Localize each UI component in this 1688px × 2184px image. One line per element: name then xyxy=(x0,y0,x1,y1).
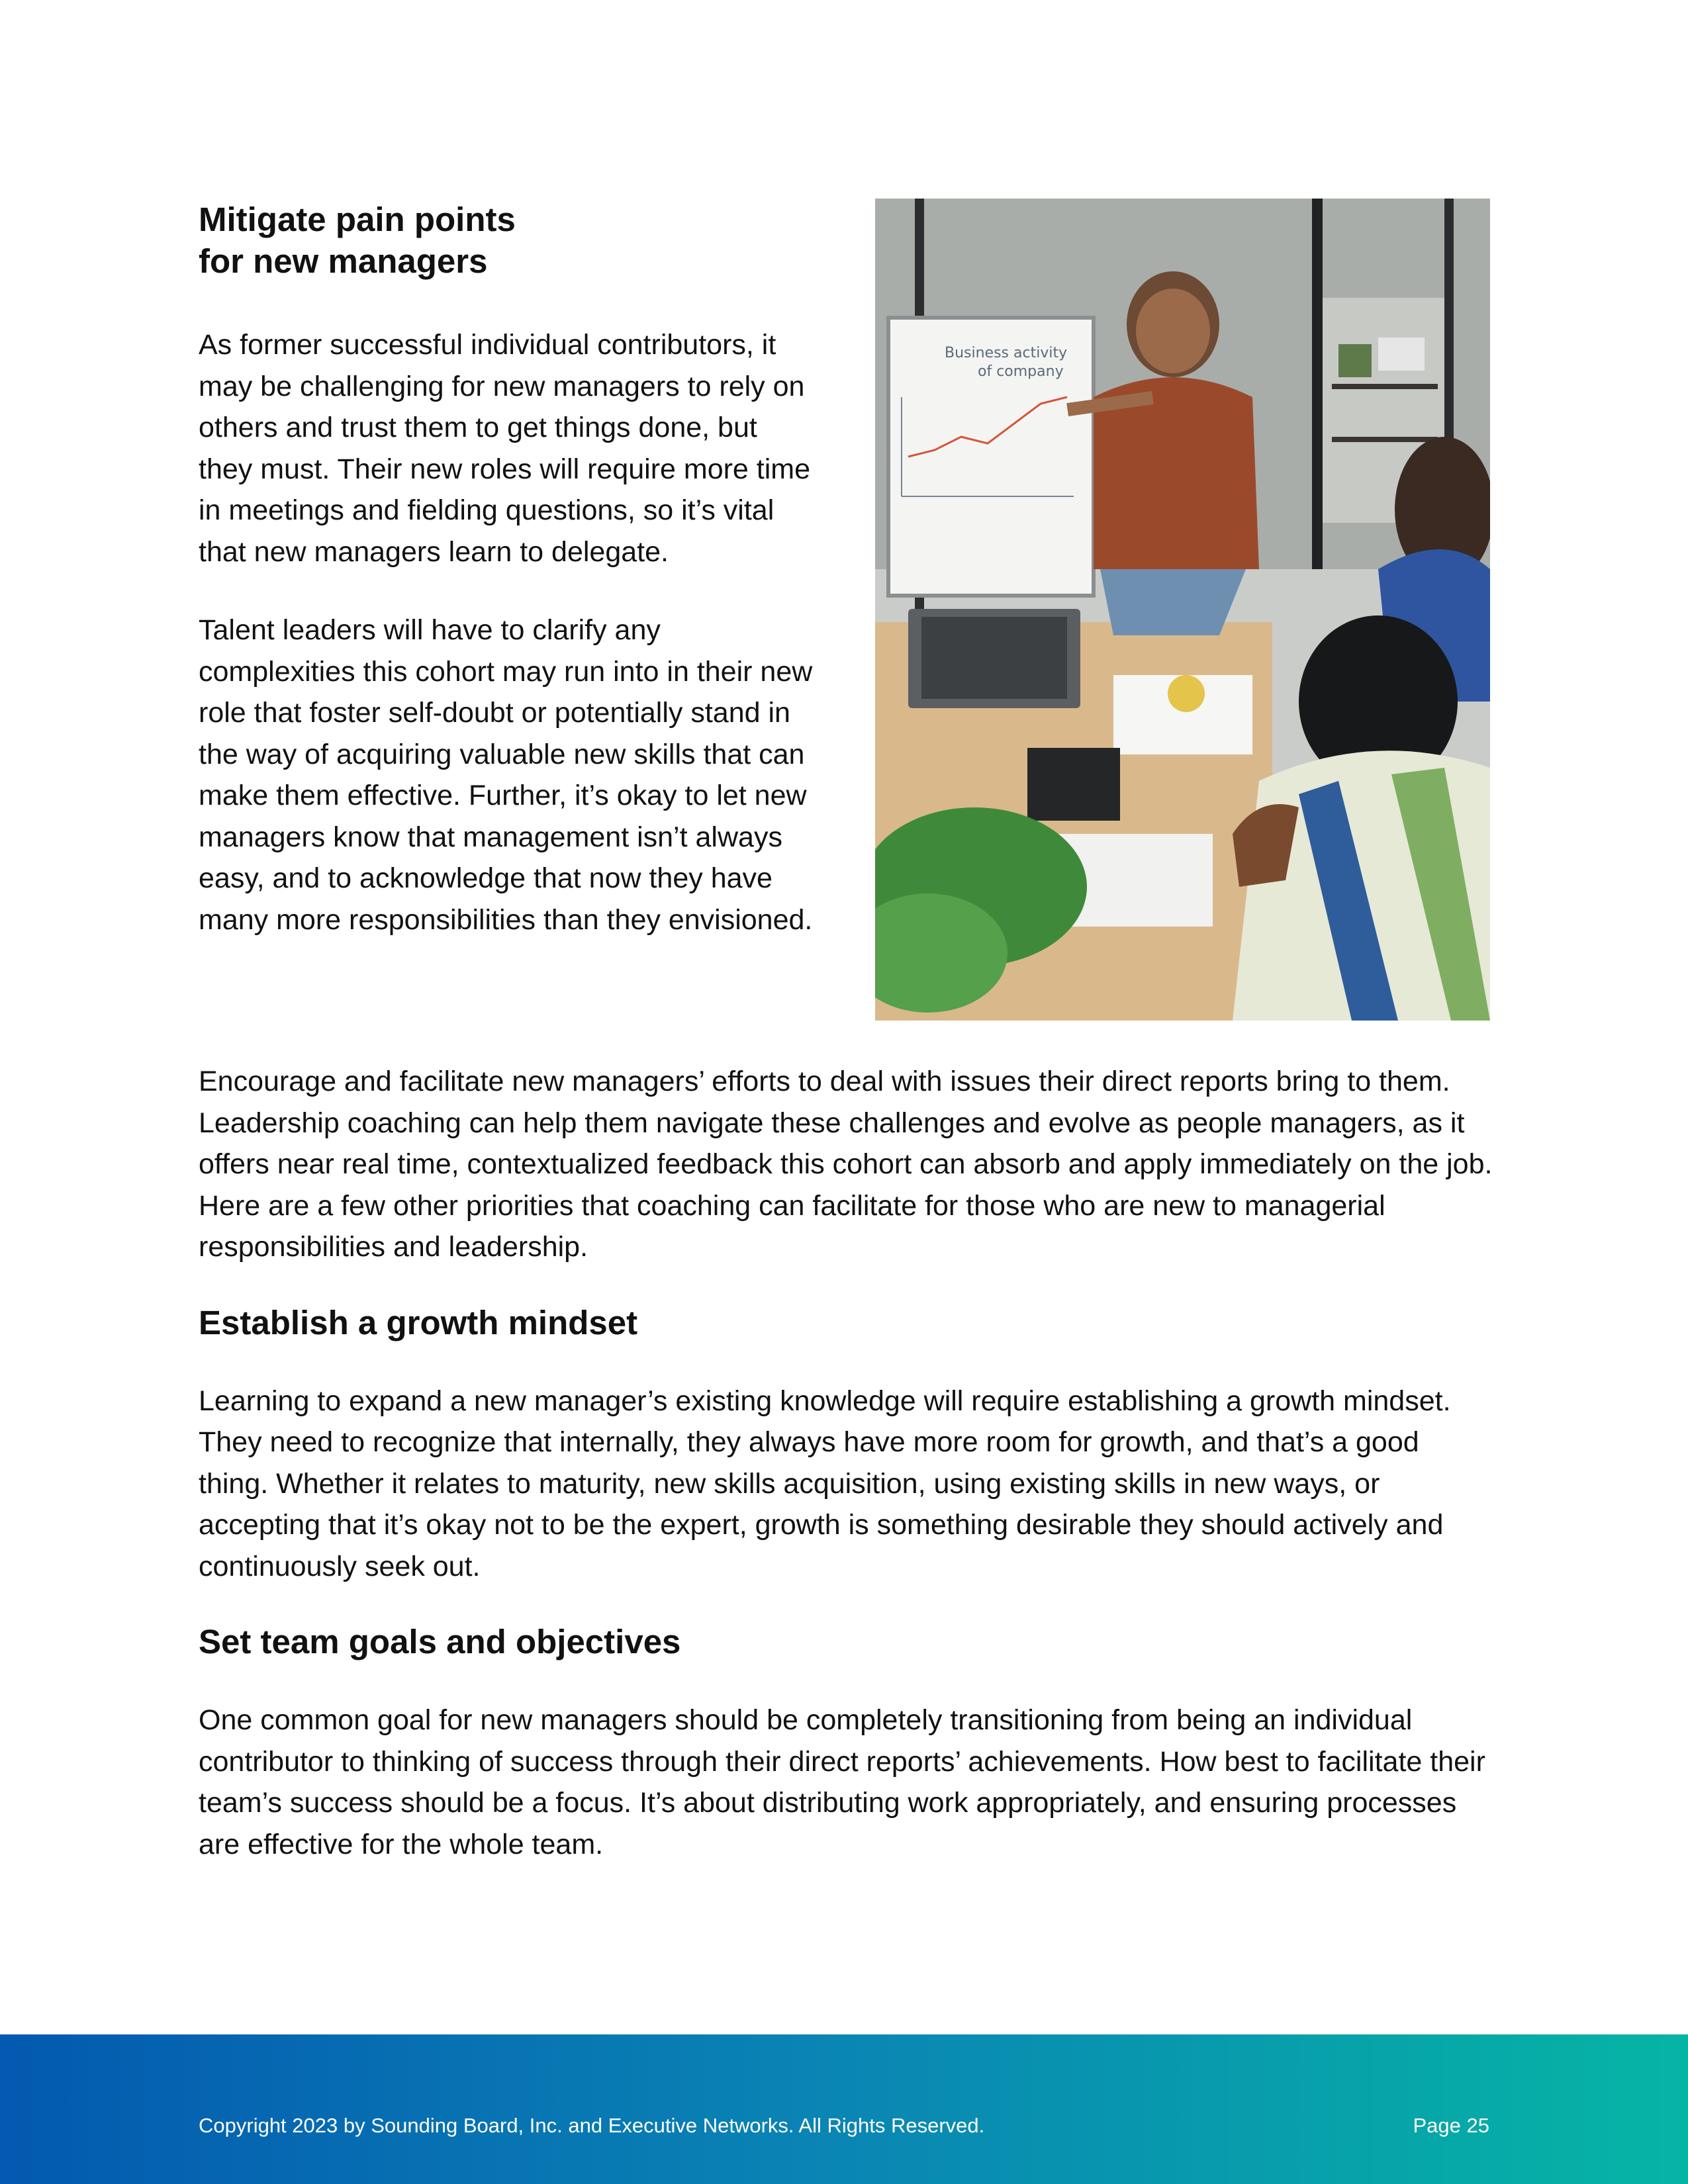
copyright-text: Copyright 2023 by Sounding Board, Inc. and Executive Networks. All Rights Reserved. xyxy=(199,2114,985,2137)
section-heading-mitigate-pain-points xyxy=(199,199,794,282)
section-heading-team-goals: Set team goals and objectives xyxy=(199,1623,681,1661)
meeting-photo xyxy=(875,199,1490,1021)
page-number: Page 25 xyxy=(1413,2114,1489,2137)
intro-paragraph-1: As former successful individual contributors, it may be challenging for new managers to rely on others and trust them to get things done, but they must. Their new roles will require more time in meetings and fielding questions, so it’s vital that new managers learn to delegate. xyxy=(199,329,811,568)
heading-line-2: for new managers xyxy=(199,242,488,280)
team-goals-paragraph: One common goal for new managers should be completely transitioning from being an individual contributor to thinking of success through their direct reports’ achievements. How best to facilitate their team’s success should be a focus. It’s about distributing work appropriately, and ensuring processes are effective for the whole team. xyxy=(199,1704,1485,1860)
section-heading-growth-mindset: Establish a growth mindset xyxy=(199,1303,638,1342)
whiteboard-title-1: Business activity xyxy=(945,345,1068,361)
heading-line-1: Mitigate pain points xyxy=(199,201,516,238)
intro-column xyxy=(199,324,814,978)
meeting-photo-illustration xyxy=(875,199,1490,1021)
main-column xyxy=(199,1061,1496,1899)
intro-paragraph-3: Encourage and facilitate new managers’ efforts to deal with issues their direct reports bring to them. Leadership coaching can help them navigate these challenges and evolve as people managers, as it offers near real time, contextualized feedback this cohort can absorb and apply immediately on the job. Here are a few other priorities that coaching can facilitate for those who are new to managerial responsibilities and leadership. xyxy=(199,1066,1493,1263)
intro-paragraph-2: Talent leaders will have to clarify any complexities this cohort may run into in their new role that foster self-doubt or potentially stand in the way of acquiring valuable new skills that can make them effective. Further, it’s okay to let new managers know that management isn’t always easy, and to acknowledge that now they have many more responsibilities than they envisioned. xyxy=(199,614,813,936)
page-footer xyxy=(0,2034,1688,2184)
growth-mindset-paragraph: Learning to expand a new manager’s existing knowledge will require establishing a growth mindset. They need to recognize that internally, they always have more room for growth, and that’s a good thing. Whether it relates to maturity, new skills acquisition, using existing skills in new ways, or accepting that it’s okay not to be the expert, growth is something desirable they should actively and continuously seek out. xyxy=(199,1385,1451,1582)
whiteboard-title-2: of company xyxy=(978,363,1064,380)
